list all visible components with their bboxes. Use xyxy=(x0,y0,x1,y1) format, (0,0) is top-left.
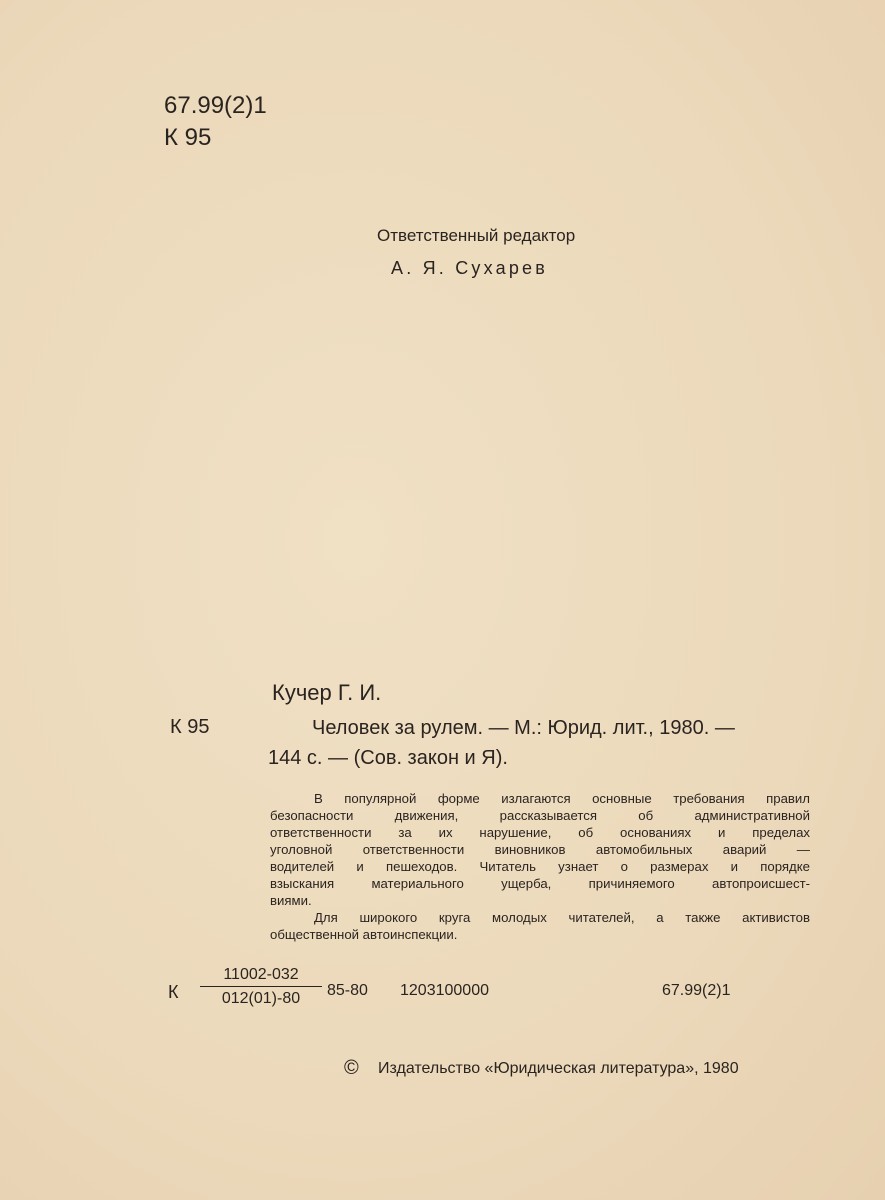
copyright-icon: © xyxy=(344,1057,359,1079)
audience-line: Для широкого круга молодых читателей, а также активистов xyxy=(314,910,810,925)
abstract-line: виями. xyxy=(270,893,312,908)
abstract-line: уголовной ответственности виновников автомобильных аварий — xyxy=(270,842,810,857)
abstract-line: водителей и пешеходов. Читатель узнает о размерах и порядке xyxy=(270,859,810,874)
author-mark: К 95 xyxy=(164,124,212,151)
index-code-b: 1203100000 xyxy=(400,982,489,999)
abstract-line: В популярной форме излагаются основные требования правил xyxy=(314,791,810,806)
index-numerator: 11002-032 xyxy=(200,966,322,987)
index-fraction xyxy=(200,966,322,1008)
index-code-a: 85-80 xyxy=(327,982,368,999)
abstract-line: безопасности движения, рассказывается об административной xyxy=(270,808,810,823)
abstract xyxy=(270,790,810,943)
card-author-mark: К 95 xyxy=(170,716,210,738)
author-name: Кучер Г. И. xyxy=(272,680,382,705)
classification-block xyxy=(164,90,267,154)
copyright-text: Издательство «Юридическая литература», 1980 xyxy=(378,1060,739,1077)
index-denominator: 012(01)-80 xyxy=(221,990,301,1007)
editor-name: А. Я. Сухарев xyxy=(391,258,549,278)
abstract-line: ответственности за их нарушение, об основаниях и пределах xyxy=(270,825,810,840)
index-code-c: 67.99(2)1 xyxy=(662,982,731,999)
index-letter: К xyxy=(168,982,179,1002)
bibliographic-line-2: 144 с. — (Сов. закон и Я). xyxy=(268,747,508,769)
classification-code: 67.99(2)1 xyxy=(164,92,267,119)
bibliographic-line-1: Человек за рулем. — М.: Юрид. лит., 1980. — xyxy=(312,717,735,739)
audience-line: общественной автоинспекции. xyxy=(270,927,458,942)
editor-role: Ответственный редактор xyxy=(377,226,576,245)
abstract-line: взыскания материального ущерба, причиняемого автопроисшест- xyxy=(270,876,810,891)
